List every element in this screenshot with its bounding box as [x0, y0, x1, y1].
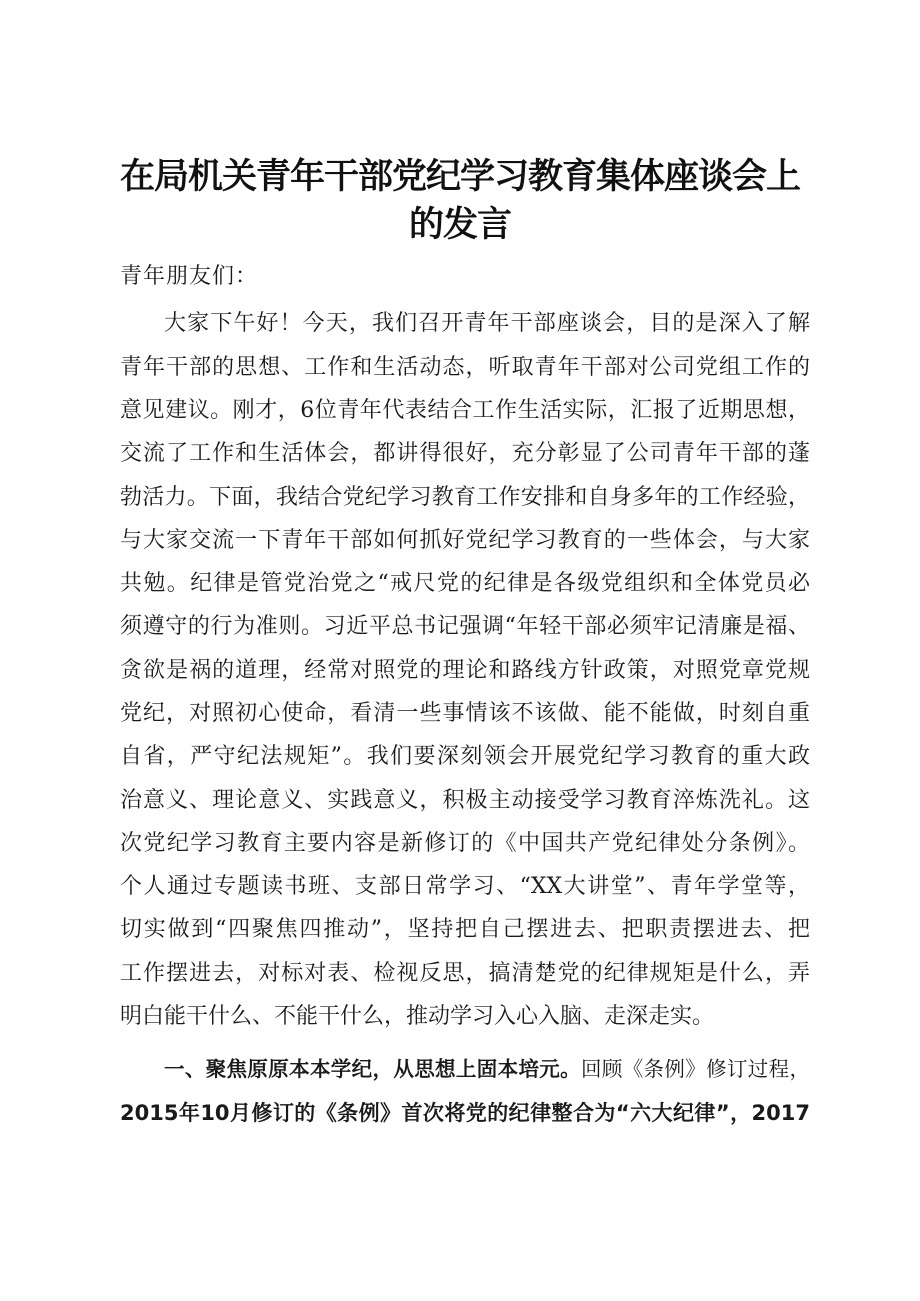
paragraph-line: 工作摆进去，对标对表、检视反思，搞清楚党的纪律规矩是什么，弄 [120, 961, 810, 986]
paragraph-line: 勃活力。下面，我结合党纪学习教育工作安排和自身多年的工作经验， [120, 485, 810, 510]
paragraph-line: 贪欲是祸的道理，经常对照党的理论和路线方针政策，对照党章党规 [120, 658, 810, 683]
section-text: 回顾《条例》修订过程， [581, 1057, 810, 1081]
document-title-line-2: 的发言 [408, 205, 511, 245]
paragraph-line: 青年干部的思想、工作和生活动态，听取青年干部对公司党组工作的 [120, 355, 810, 380]
section-1-first-line [164, 1047, 810, 1091]
paragraph-line: 切实做到“四聚焦四推动”，坚持把自己摆进去、把职责摆进去、把 [120, 917, 810, 942]
paragraph-line: 治意义、理论意义、实践意义，积极主动接受学习教育淬炼洗礼。这 [120, 788, 810, 813]
paragraph-line: 自省，严守纪法规矩”。我们要深刻领会开展党纪学习教育的重大政 [120, 744, 810, 769]
paragraph-line: 明白能干什么、不能干什么，推动学习入心入脑、走深走实。 [120, 1004, 715, 1029]
document-title-line-1: 在局机关青年干部党纪学习教育集体座谈会上 [119, 157, 800, 197]
paragraph-line: 共勉。纪律是管党治党之“戒尺党的纪律是各级党组织和全体党员必 [120, 571, 810, 596]
paragraph-line: 大家下午好！今天，我们召开青年干部座谈会，目的是深入了解 [164, 311, 810, 336]
paragraph-line: 党纪，对照初心使命，看清一些事情该不该做、能不能做，时刻自重 [120, 701, 810, 726]
section-heading: 一、聚焦原原本本学纪，从思想上固本培元。 [164, 1057, 581, 1081]
section-1-line: 2015年10月修订的《条例》首次将党的纪律整合为“六大纪律”，2017 [120, 1101, 810, 1125]
paragraph-line: 个人通过专题读书班、支部日常学习、“XX大讲堂”、青年学堂等， [120, 874, 810, 899]
paragraph-line: 与大家交流一下青年干部如何抓好党纪学习教育的一些体会，与大家 [120, 528, 810, 553]
greeting: 青年朋友们： [120, 264, 259, 289]
paragraph-line: 意见建议。刚才，6位青年代表结合工作生活实际，汇报了近期思想， [120, 398, 810, 423]
paragraph-line: 交流了工作和生活体会，都讲得很好，充分彰显了公司青年干部的蓬 [120, 441, 810, 466]
paragraph-line: 须遵守的行为准则。习近平总书记强调“年轻干部必须牢记清廉是福、 [120, 614, 810, 639]
paragraph-line: 次党纪学习教育主要内容是新修订的《中国共产党纪律处分条例》。 [120, 831, 810, 856]
